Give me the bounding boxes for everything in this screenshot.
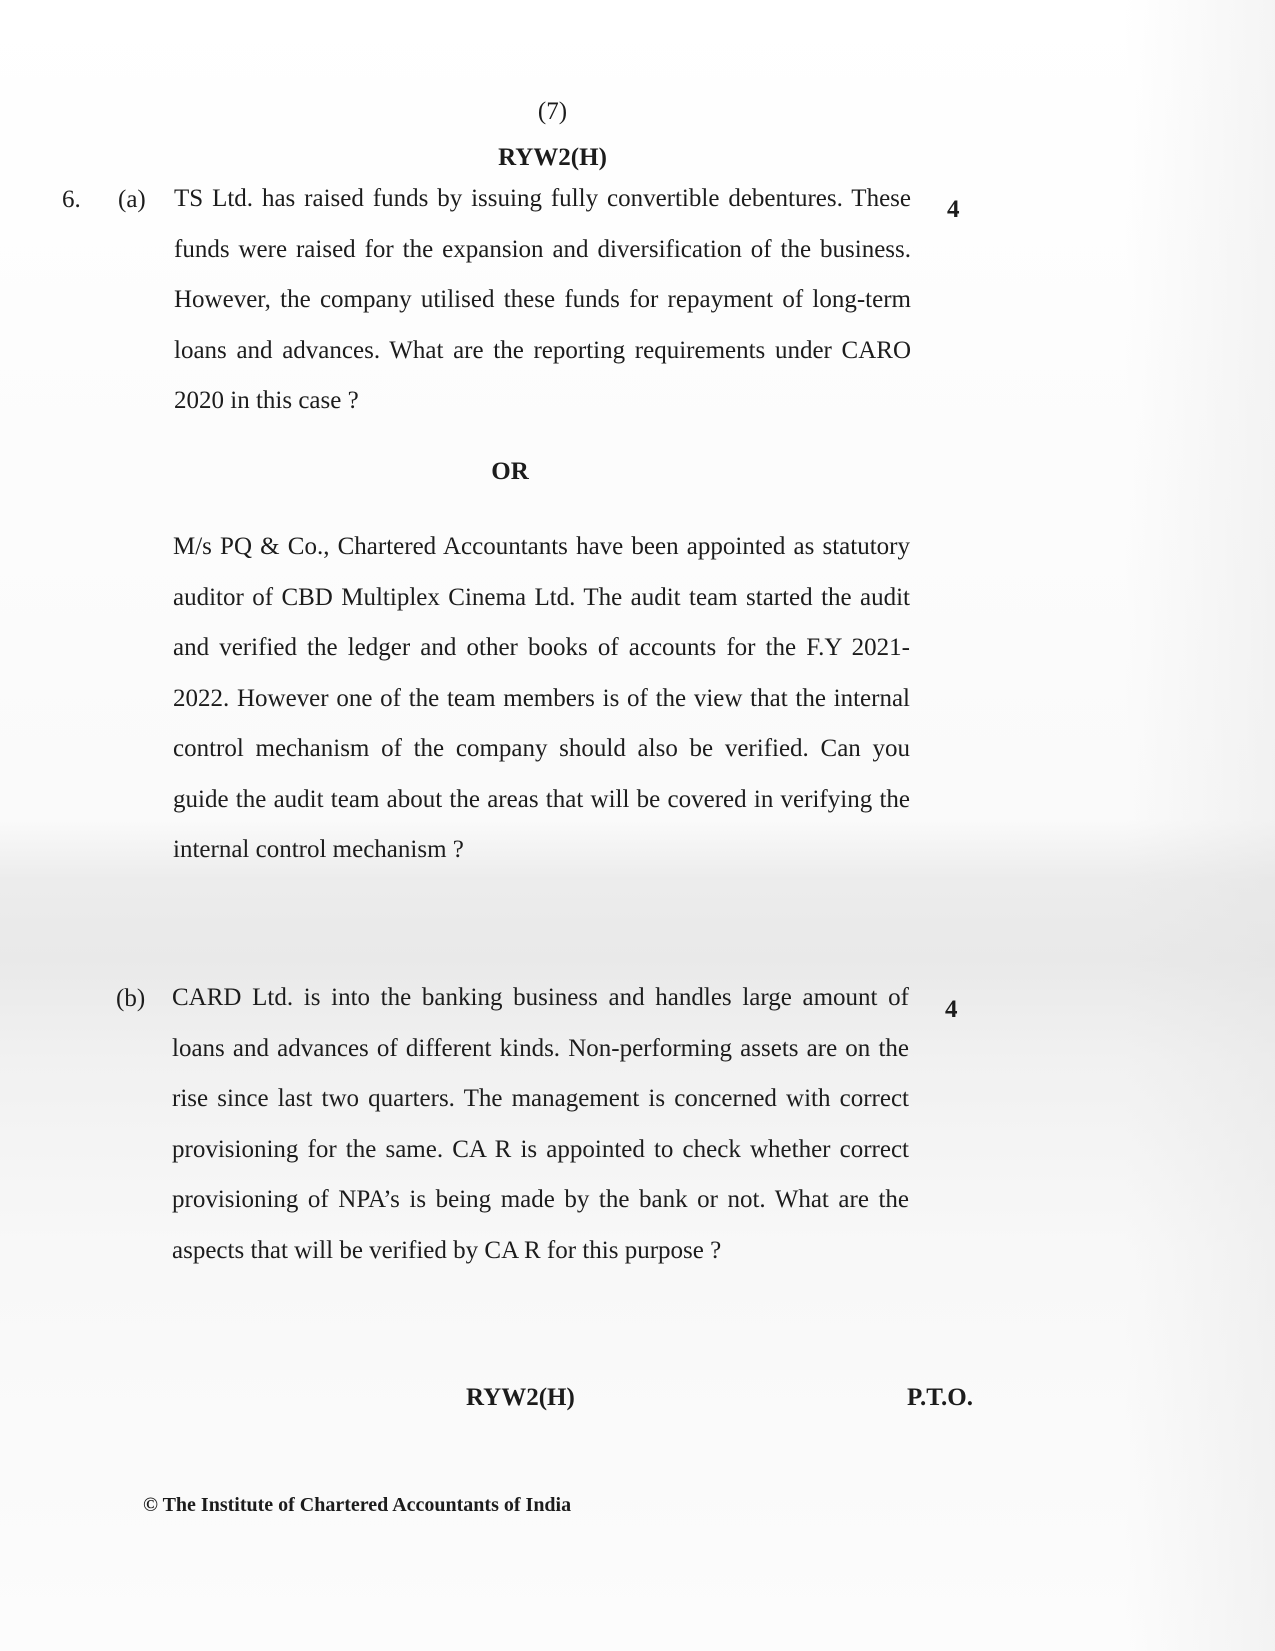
part-a-alternative-text: M/s PQ & Co., Chartered Accountants have been appointed as statutory auditor of CBD Multiplex Cinema Ltd. The audit team started the audit and verified the ledger and other books of accounts for the F.Y 2021-2022. However one of the team members is of the view that the internal control mechanism of the company should also be verified. Can you guide the audit team about the areas that will be covered in verifying the internal control mechanism ? [173,533,910,863]
question-number: 6. [62,186,81,213]
page-edge-shadow [1125,0,1275,1651]
please-turn-over: P.T.O. [907,1384,973,1411]
part-a-marks: 4 [947,196,960,223]
part-b-marks: 4 [945,996,958,1023]
part-b-label: (b) [116,985,146,1012]
or-separator: OR [491,458,529,485]
part-b-text: CARD Ltd. is into the banking business and handles large amount of loans and advances of different kinds. Non-performing assets are on the rise since last two quarters. The management is concerned with correct provisioning for the same. CA R is appointed to check whether correct provisioning of NPA’s is being made by the bank or not. What are the aspects that will be verified by CA R for this purpose ? [172,984,909,1264]
copyright-notice: © The Institute of Chartered Accountants of India [143,1494,572,1516]
paper-code-footer: RYW2(H) [466,1384,575,1411]
part-a-label: (a) [118,186,146,213]
paper-code-header: RYW2(H) [498,144,607,171]
page-number: (7) [537,98,568,125]
part-a-text: TS Ltd. has raised funds by issuing fully convertible debentures. These funds were raised for the expansion and diversification of the business. However, the company utilised these funds for repayment of long-term loans and advances. What are the reporting requirements under CARO 2020 in this case ? [174,185,911,414]
